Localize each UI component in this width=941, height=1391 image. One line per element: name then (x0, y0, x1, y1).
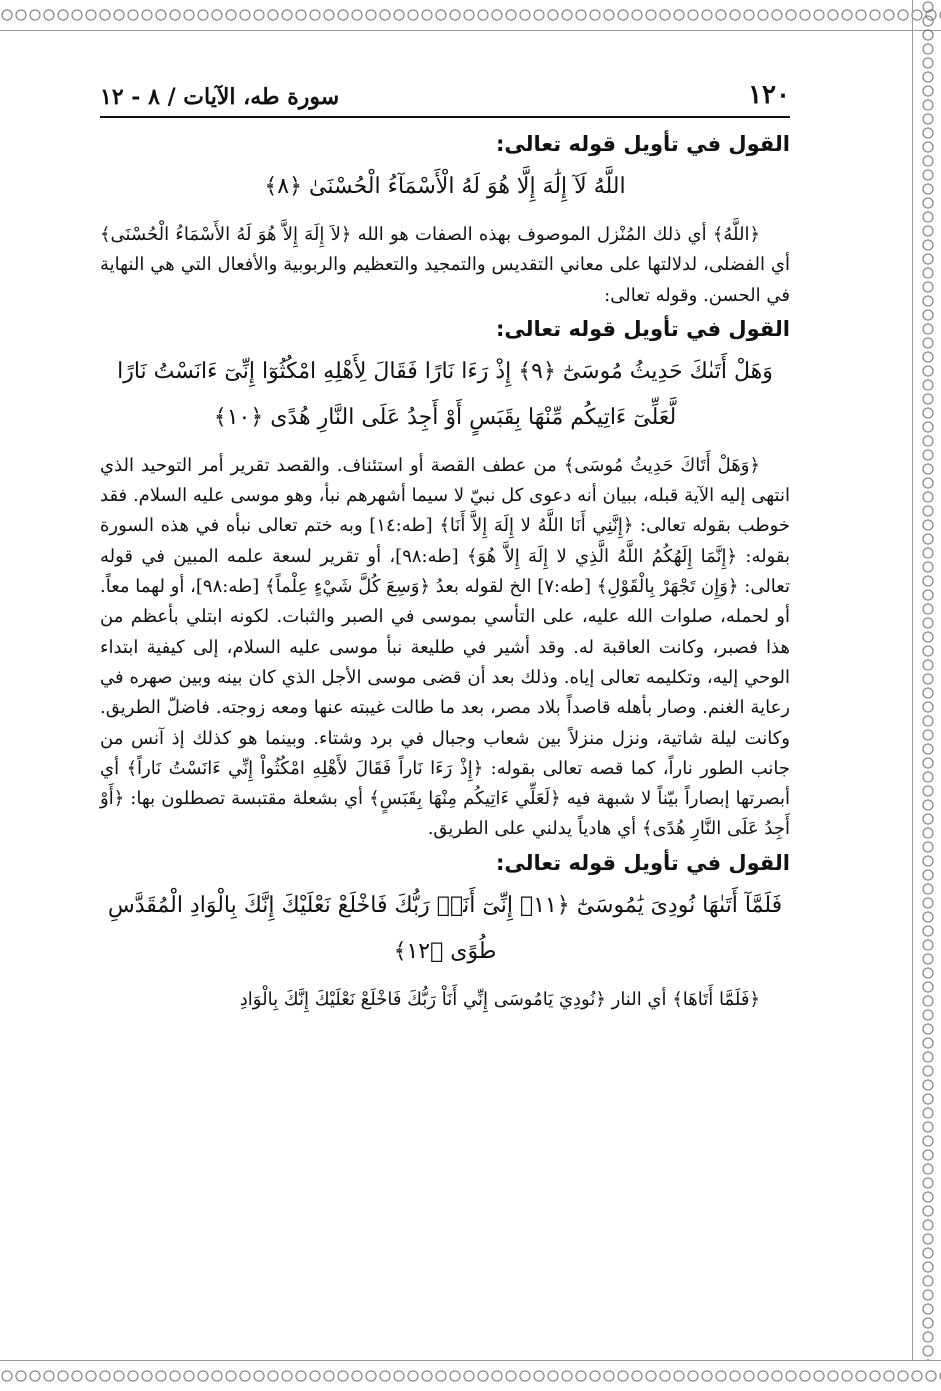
commentary-paragraph: ﴿فَلَمَّا أَتَاهَا﴾ أي النار ﴿نُودِيَ يَامُوسَى إِنِّي أَنَاْ رَبُّكَ فَاخْلَعْ نَعْلَيْكَ إِنَّكَ بِالْوَادِ (239, 988, 760, 1010)
commentary-paragraph: ﴿وَهَلْ أَتَاكَ حَدِيثُ مُوسَى﴾ من عطف القصة أو استئناف. والقصد تقرير أمر التوحيد الذي انتهى إليه الآية قبله، ببيان أنه دعوى كل نبيّ لا سيما أشهرهم نبأ، وهو موسى عليه السلام. فقد خوطب بقوله تعالى: ﴿إِنَّنِي أَنَا اللَّهُ لا إِلَهَ إِلاَّ أَنَا﴾ [طه:١٤] وبه ختم تعالى نبأه في هذه السورة بقوله: ﴿إِنَّمَا إِلَهُكُمُ اللَّهُ الَّذِي لا إِلَهَ إِلاَّ هُوَ﴾ [طه:٩٨]، أو تقرير لسعة علمه المبين في قوله تعالى: ﴿وَإِن تَجْهَرْ بِالْقَوْلِ﴾ [طه:٧] الخ لقوله بعدُ ﴿وَسِعَ كُلَّ شَيْءٍ عِلْماً﴾ [طه:٩٨]، أو لهما معاً. أو لحمله، صلوات الله عليه، على التأسي بموسى في الصبر والثبات. لكونه ابتلي بأعظم من هذا فصبر، وكانت العاقبة له. وقد أشير في طليعة نبأ موسى عليه السلام، إلى كيفية ابتداء الوحي إليه، وتكليمه تعالى إياه. وذلك بعد أن قضى موسى الأجل الذي كان بينه وبين صهره في رعاية الغنم. وصار بأهله قاصداً بلاد مصر، بعد ما طالت غيبته عنها ومعه زوجته. فاضلّ الطريق. وكانت ليلة شاتية، ونزل منزلاً بين شعاب وجبال في برد وشتاء. وبينما هو كذلك إذ آنس من جانب الطور ناراً، كما قصه تعالى بقوله: ﴿إِذْ رَءَا نَاراً فَقَالَ لأَهْلِهِ امْكُثُواْ إِنِّي ءَانَسْتُ نَاراً﴾ أي أبصرتها إبصاراً بيّناً لا شبهة فيه ﴿لَعَلِّي ءَاتِيكُم مِنْهَا بِقَبَسٍ﴾ أي بشعلة مقتبسة تصطلون بها: ﴿أَوْ أَجِدُ عَلَى النَّارِ هُدًى﴾ أي هادياً يدلني على الطريق. (100, 454, 790, 840)
commentary-paragraph: ﴿اللَّهُ﴾ أي ذلك المُنْزل الموصوف بهذه الصفات هو الله ﴿لاَ إِلَهَ إِلاَّ هُوَ لَهُ الأَسْمَاءُ الْحُسْنَى﴾ أي الفضلى، لدلالتها على معاني التقديس والتمجيد والتعظيم والربوبية والأفعال التي هي النهاية في الحسن. وقوله تعالى: (100, 224, 790, 306)
decorative-border-right (912, 0, 941, 1391)
section-heading: القول في تأويل قوله تعالى: (496, 316, 790, 341)
page-header (100, 80, 790, 118)
section-heading: القول في تأويل قوله تعالى: (496, 850, 790, 875)
book-page (100, 80, 790, 1021)
page-number: ١٢٠ (748, 80, 790, 110)
section-1 (100, 132, 790, 311)
section-3 (100, 851, 790, 1015)
quran-verse: فَلَمَّآ أَتَىٰهَا نُودِىَ يَٰمُوسَىٰٓ ﴿١١﴾ إِنِّىٓ أَنَا۠ رَبُّكَ فَاخْلَعْ نَعْلَيْكَ إِنَّكَ بِالْوَادِ الْمُقَدَّسِ طُوًى ﴿١٢﴾ (107, 892, 783, 964)
section-2 (100, 317, 790, 845)
running-title: سورة طه، الآيات / ٨ - ١٢ (100, 84, 340, 110)
decorative-border-bottom (0, 1360, 941, 1391)
quran-verse: وَهَلْ أَتَىٰكَ حَدِيثُ مُوسَىٰٓ ﴿٩﴾ إِذْ رَءَا نَارًا فَقَالَ لِأَهْلِهِ امْكُثُوٓا إِنِّىٓ ءَانَسْتُ نَارًا لَّعَلِّىٓ ءَاتِيكُم مِّنْهَا بِقَبَسٍ أَوْ أَجِدُ عَلَى النَّارِ هُدًى ﴿١٠﴾ (117, 358, 773, 430)
section-heading: القول في تأويل قوله تعالى: (496, 132, 790, 156)
decorative-border-top (0, 0, 941, 31)
quran-verse: اللَّهُ لَآ إِلَٰهَ إِلَّا هُوَ لَهُ الْأَسْمَآءُ الْحُسْنَىٰ ﴿٨﴾ (264, 174, 626, 199)
